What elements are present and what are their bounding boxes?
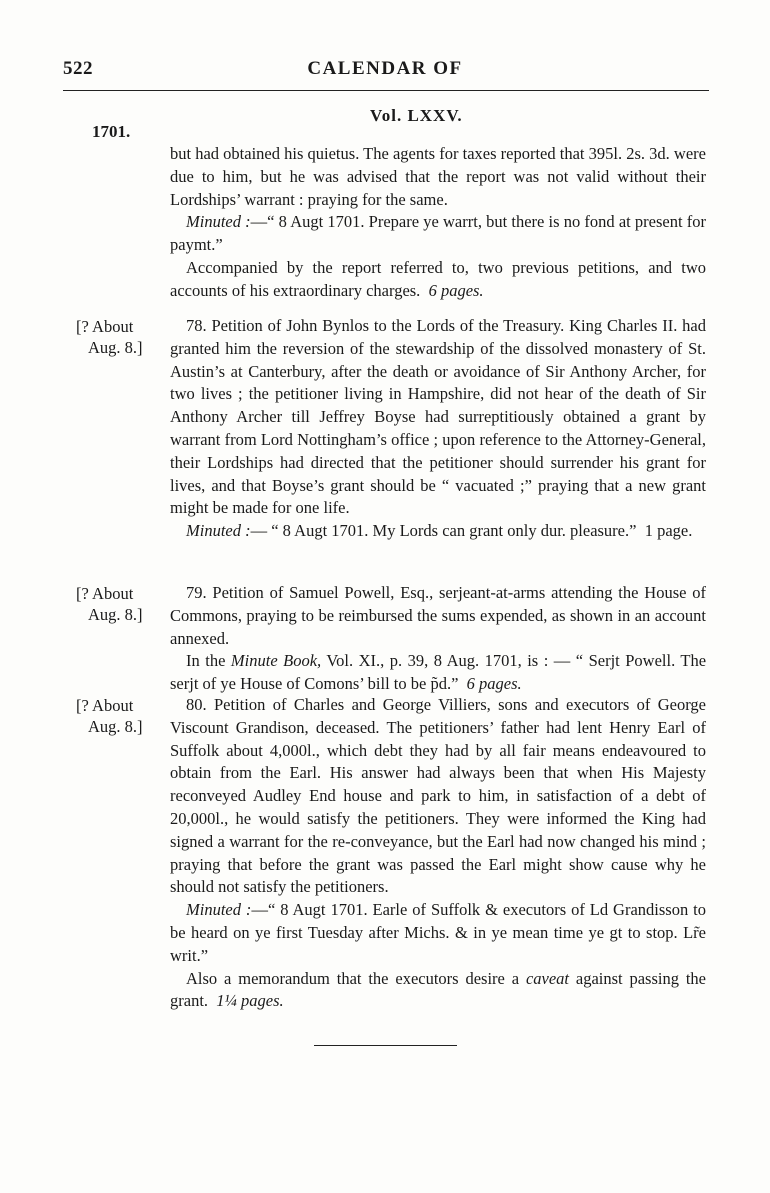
page-count: 1 page. xyxy=(644,521,693,541)
entry-78-minuted xyxy=(170,520,706,543)
intro-minuted xyxy=(170,211,706,257)
accompanied-text: Accompanied by the report referred to, two previous petitions, and two accounts of his extraordinary charges. xyxy=(170,257,706,300)
minuted-text: —“ 8 Augt 1701. Prepare ye warrt, but there is no fond at present for paymt.” xyxy=(170,212,706,255)
note-text: Vol. XI., p. 39, 8 Aug. 1701, is : — “ Serjt Powell. The serjt of ye House of Comons’ bill to be p̃d.” xyxy=(170,651,707,694)
entry-78-date xyxy=(76,316,162,358)
memo-suffix: against passing the grant. xyxy=(170,968,707,1011)
entry-79 xyxy=(170,582,706,696)
entry-80-text: 80. Petition of Charles and George Villiers, sons and executors of George Viscount Grandison, deceased. The petitioners’ father had lent Henry Earl of Suffolk about 4,000l., which debt they had by all fair means endeavoured to obtain from the Earl. His answer had always been that when His Majesty reconveyed Audley End house and park to him, in satisfaction of a debt of 20,000l., he would satisfy the petitioners. They were informed the King had signed a warrant for the re-conveyance, but the Earl had now changed his mind ; praying that before the grant was passed the Earl might show cause why he should not satisfy the petitioners. xyxy=(170,695,706,897)
date-line-2: Aug. 8.] xyxy=(88,717,143,736)
intro-accompanied xyxy=(170,257,706,303)
date-line-1: [? About xyxy=(76,696,134,715)
year-margin: 1701. xyxy=(92,122,131,141)
memo-prefix: Also a memorandum that the executors desire a xyxy=(186,968,520,988)
date-line-1: [? About xyxy=(76,317,134,336)
entry-79-note xyxy=(170,650,706,696)
entry-80-minuted xyxy=(170,899,706,967)
volume-heading: Vol. LXXV. xyxy=(370,106,463,125)
entry-79-date xyxy=(76,583,162,625)
page-count: 1¼ pages. xyxy=(216,991,284,1011)
minuted-text: — “ 8 Augt 1701. My Lords can grant only dur. pleasure.” xyxy=(250,521,637,541)
caveat-word: caveat xyxy=(525,968,569,988)
running-title: CALENDAR OF xyxy=(307,58,463,79)
entry-80-memo xyxy=(170,968,706,1014)
date-line-1: [? About xyxy=(76,584,134,603)
page-number: 522 xyxy=(63,58,93,79)
page-count: 6 pages. xyxy=(428,280,484,300)
entry-79-text: 79. Petition of Samuel Powell, Esq., serjeant-at-arms attending the House of Commons, praying to be reimbursed the sums expended, as shown in an account annexed. xyxy=(170,583,706,648)
minuted-label: Minuted : xyxy=(186,900,252,920)
page-count: 6 pages. xyxy=(466,674,522,694)
entry-78-text: 78. Petition of John Bynlos to the Lords of the Treasury. King Charles II. had granted him the reversion of the stewardship of the dissolved monastery of St. Austin’s at Canterbury, after the death or avoidance of Sir Anthony Archer, for two lives ; the petitioner living in Hampshire, did not hear of the death of Sir Anthony Archer till Jeffrey Boyse had surreptitiously obtained a grant by warrant from Lord Nottingham’s office ; upon reference to the Attorney-General, their Lordships had directed that the petitioner should surrender his grant for lives, and that Boyse’s grant should be “ vacuated ;” praying that a new grant might be made for one life. xyxy=(170,316,706,518)
date-line-2: Aug. 8.] xyxy=(88,605,143,624)
date-line-2: Aug. 8.] xyxy=(88,338,143,357)
intro-block xyxy=(170,143,706,303)
entry-80-date xyxy=(76,695,162,737)
header-rule xyxy=(63,90,709,91)
entry-78 xyxy=(170,315,706,543)
bottom-rule xyxy=(314,1045,457,1046)
minuted-label: Minuted : xyxy=(186,212,251,232)
minute-book-title: Minute Book, xyxy=(230,651,322,671)
note-prefix: In the xyxy=(186,651,226,671)
intro-paragraph: but had obtained his quietus. The agents for taxes reported that 395l. 2s. 3d. were due to him, but he was advised that the report was not valid without their Lordships’ warrant : praying for the same. xyxy=(170,144,706,209)
minuted-text: —“ 8 Augt 1701. Earle of Suffolk & executors of Ld Grandisson to be heard on ye first Tuesday after Michs. & in ye mean time ye gt to stop. Lr̃e writ.” xyxy=(170,900,706,965)
minuted-label: Minuted : xyxy=(186,521,251,541)
entry-80 xyxy=(170,694,706,1013)
